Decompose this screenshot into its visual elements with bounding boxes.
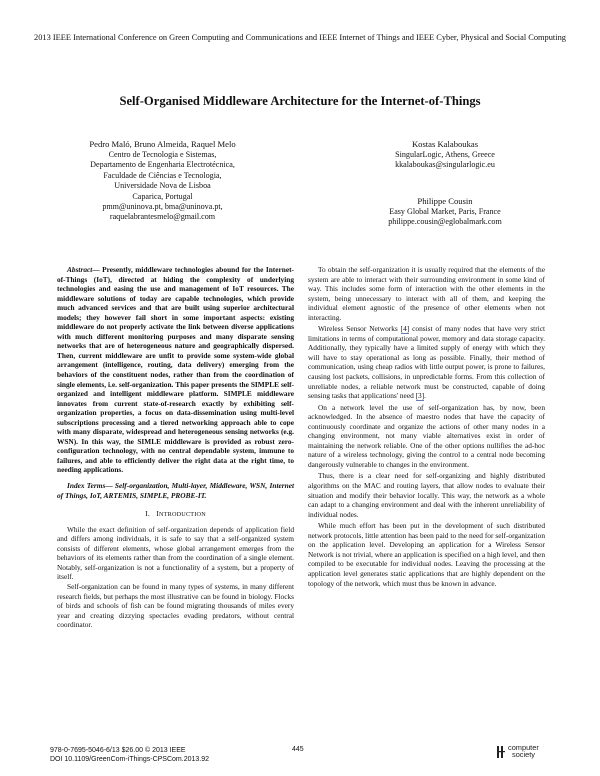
text-span: consist of many nodes that have very strict limitations in terms of computational power, memory and data storage capacity. Additionally, they typically have a limited supply of energy with which they will have to stay operational as long as possible. Finally, their method of communication, using cheap radios with little output power, is prone to failures, causing lost packets, collisions, in unpredictable forms. From this collection of unreliable nodes, a reliable network must be constructed, capable of doing sensing tasks that applications' need [308, 324, 546, 401]
affiliation-line: Universidade Nova de Lisboa [114, 181, 211, 191]
footer-doi: DOI 10.1109/GreenCom-iThings-CPSCom.2013.92 [50, 756, 210, 763]
conference-header: 2013 IEEE International Conference on Green Computing and Communications and IEEE Internet of Things and IEEE Cyber, Physical and Social Computing [34, 33, 566, 42]
author-names-left: Pedro Maló, Bruno Almeida, Raquel Melo [89, 139, 236, 149]
footer-copyright [50, 746, 209, 764]
logo-line2: society [512, 750, 536, 759]
footer-isbn: 978-0-7695-5046-6/13 $26.00 © 2013 IEEE [50, 747, 186, 754]
affiliation-line: Caparica, Portugal [132, 191, 193, 201]
author-block-right-1 [320, 138, 570, 171]
logo-line1: computer [508, 743, 539, 752]
left-column [57, 265, 294, 630]
paper-title: Self-Organised Middleware Architecture for the Internet-of-Things [119, 94, 481, 108]
body-paragraph: On a network level the use of self-organization has, by now, been acknowledged. In the absence of maestro nodes that have the capacity of continuously coordinate and organize the actions of other many nodes in a changing environment, not many viable alternatives exist in order of maintaining the network reliable. One of the other options nullifies the ad-hoc nature of a wireless technology, giving the control to a central node becoming dangerously vulnerable to changes in the environment. [308, 402, 545, 469]
author-email: philippe.cousin@eglobalmark.com [388, 217, 502, 227]
page-number: 445 [292, 746, 304, 753]
computer-society-logo [496, 742, 556, 766]
section-heading-introduction [57, 509, 294, 520]
body-paragraph: To obtain the self-organization it is usually required that the elements of the system are able to interact with their surrounding environment in some kind of way. This includes some form of interaction with the other elements in the system, being unnecessary to interact with all of them, and keeping the individual element agnostic of the presence of other elements when not interacting. [308, 265, 545, 322]
affiliation-line: SingularLogic, Athens, Greece [395, 150, 495, 159]
body-paragraph [308, 324, 545, 400]
right-column [308, 265, 545, 588]
affiliation-line: Faculdade de Ciências e Tecnologia, [103, 170, 222, 180]
author-email: pmm@uninova.pt, bma@uninova.pt, [102, 202, 223, 212]
citation-link[interactable]: [4] [400, 324, 410, 334]
author-block-right-2 [320, 195, 570, 228]
author-email: raquelabrantesmelo@gmail.com [109, 212, 216, 222]
index-terms-text: — Self-organization, Multi-layer, Middleware, WSN, Internet of Things, IoT, ARTEMIS, SIMPLE, PROBE-IT. [57, 481, 294, 500]
computer-society-mark-icon [496, 745, 506, 759]
abstract-text: — Presently, middleware technologies abound for the Internet-of-Things (IoT), directed at hiding the complexity of underlying technologies and easing the use and management of IoT resources. The middleware solutions of today are capable technologies, which provide much advanced services and that are built using superior architectural models; they however fail short in some important aspects: existing middleware do not properly activate the link between diverse applications with much different monitoring purposes and many disparate sensing networks that are of heterogeneous nature and geographically dispersed. Then, current middleware are unfit to provide some system-wide global arrangement (intelligence, routing, data delivery) emerging from the behaviors of the constituent nodes, rather than from the coordination of single elements, i.e. self-organization. This paper presents the SIMPLE self-organized and intelligent middleware platform. SIMPLE middleware innovates from current state-of-research exactly by exhibiting self-organization properties, a focus on data-dissemination using multi-level subscriptions processing and a tiered networking approach able to cope with many disparate, widespread and heterogeneous sensing networks (e.g. WSN). In this way, the SIMLE middleware is provided as robust zero-configuration technology, with no central dependable system, immune to failures, and able to efficiently deliver the right data at the right time, to needing applications. [57, 265, 294, 475]
body-paragraph: Self-organization can be found in many types of systems, in many different research fields, but perhaps the most illustrative can be found in biology. Flocks of birds and schools of fish can be found migrating thousands of miles every year and creating dizzying spectacles evading predators, without central coordinator. [57, 581, 294, 630]
text-span: Wireless Sensor Networks [318, 324, 401, 334]
citation-link[interactable]: [3] [415, 391, 425, 401]
author-email: kkalaboukas@singularlogic.eu [395, 160, 495, 170]
index-terms [57, 481, 294, 500]
section-title-rest: NTRODUCTION [158, 511, 206, 519]
section-numeral: I. [145, 509, 150, 519]
author-names-right-1: Kostas Kalaboukas [411, 139, 479, 149]
body-paragraph: Thus, there is a clear need for self-organizing and highly distributed algorithms on the MAC and routing layers, that allow nodes to evaluate their situation and modify their behavior locally. This way, the network as a whole can adapt to a changing environment and deal with the inherent unreliability of individual nodes. [308, 471, 545, 519]
index-terms-label: Index Terms [67, 481, 106, 491]
author-names-right-2: Philippe Cousin [417, 196, 473, 206]
affiliation-line: Departamento de Engenharia Electrotécnica, [90, 160, 235, 170]
abstract [57, 265, 294, 475]
body-paragraph: While the exact definition of self-organization depends of application field and differs among individuals, it is safe to say that a self-organized system consists of different elements, whose global arrangement emerges from the behaviors of its elements rather than from the coordination of a single element. Notably, self-organization is not a functionality of a system, but a property of itself. [57, 524, 294, 582]
affiliation-line: Easy Global Market, Paris, France [389, 207, 501, 216]
logo-text [508, 744, 539, 758]
section-first-letter: I [156, 509, 159, 519]
body-paragraph: While much effort has been put in the development of such distributed network protocols, little attention has been paid to the need for self-organization on the application level. Developing an application for a Wireless Sensor Network is not trivial, where an application is specified on a high level, and then compiled to be executable for individual nodes. Leaving the processing at the application level generates static applications that are highly dependent on the topology of the network, which must thus be known in advance. [308, 521, 545, 588]
author-block-left [40, 138, 285, 223]
text-span: . [424, 391, 427, 401]
abstract-label: Abstract [67, 265, 93, 274]
affiliation-line: Centro de Tecnologia e Sistemas, [108, 150, 217, 159]
